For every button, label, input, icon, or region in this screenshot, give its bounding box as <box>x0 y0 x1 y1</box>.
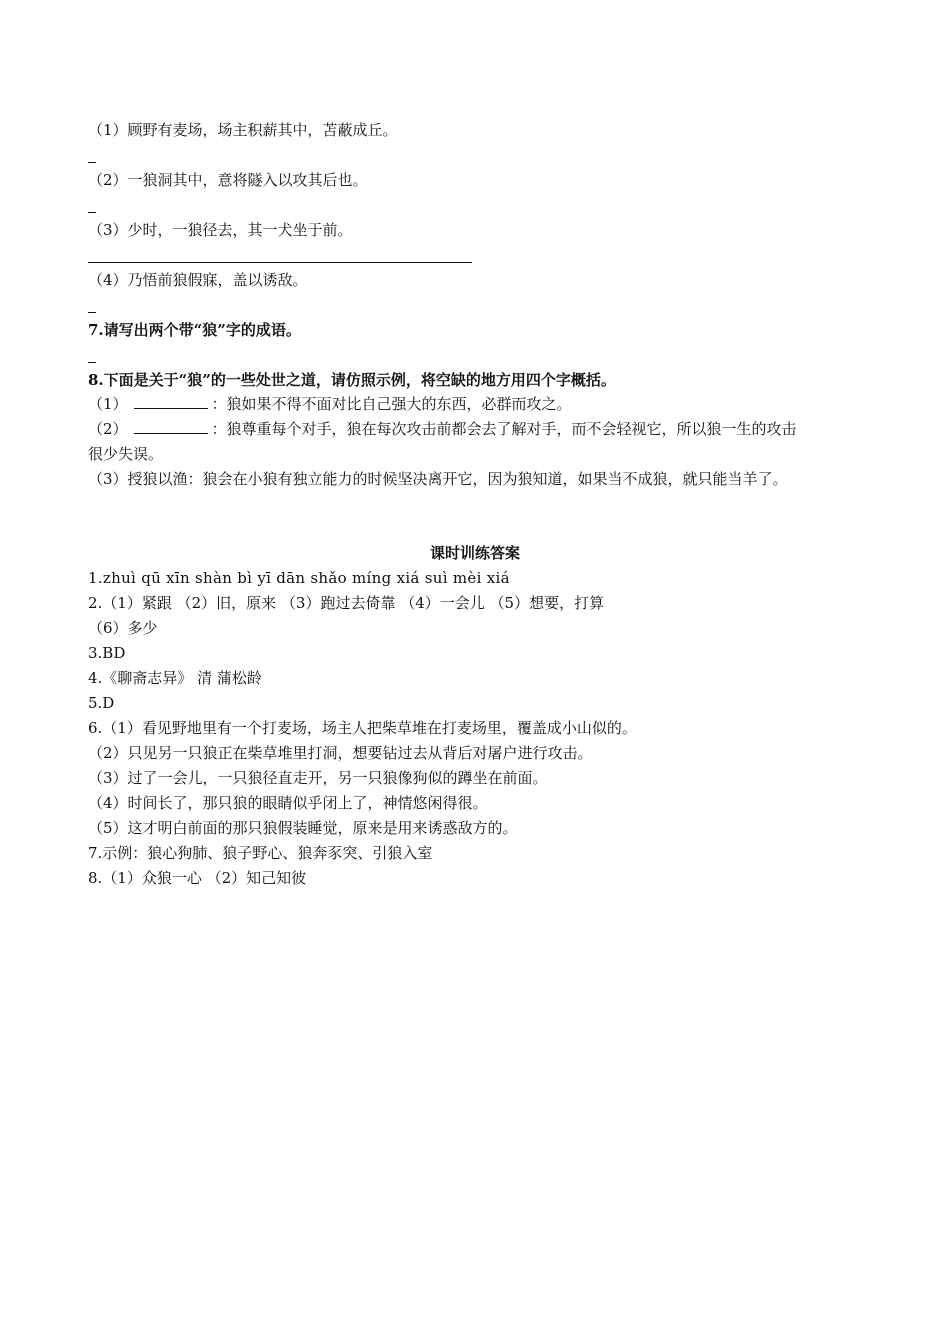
answer-line: （5）这才明白前面的那只狼假装睡觉，原来是用来诱惑敌方的。 <box>88 819 518 837</box>
answer-line: 1.zhuì qū xīn shàn bì yī dān shǎo míng xiá suì mèi xiá <box>88 569 510 587</box>
answer-line: （3）过了一会儿，一只狼径直走开，另一只狼像狗似的蹲坐在前面。 <box>88 769 548 787</box>
q8-item-2 <box>88 419 797 439</box>
answer-line: 6.（1）看见野地里有一个打麦场，场主人把柴草堆在打麦场里，覆盖成小山似的。 <box>88 719 637 737</box>
answer-line: 4.《聊斋志异》 清 蒲松龄 <box>88 669 262 687</box>
q8-item-1 <box>88 394 572 414</box>
answer-line: 2.（1）紧跟 （2）旧，原来 （3）跑过去倚靠 （4）一会儿 （5）想要，打算 <box>88 594 605 612</box>
answer-blank <box>88 162 96 163</box>
answer-line <box>88 262 472 263</box>
fill-blank <box>134 419 208 434</box>
q8-item-3: （3）授狼以渔：狼会在小狼有独立能力的时候坚决离开它，因为狼知道，如果当不成狼，就只能当羊了。 <box>88 470 788 488</box>
answer-line: 3.BD <box>88 644 126 662</box>
answer-line: （4）时间长了，那只狼的眼睛似乎闭上了，神情悠闲得很。 <box>88 794 488 812</box>
answer-blank <box>88 212 96 213</box>
answer-line: （6）多少 <box>88 619 158 637</box>
answer-line: 7.示例：狼心狗肺、狼子野心、狼奔豕突、引狼入室 <box>88 844 433 862</box>
q8-prompt: 8.下面是关于“狼”的一些处世之道，请仿照示例，将空缺的地方用四个字概括。 <box>88 371 616 389</box>
q8-item-2-continued: 很少失误。 <box>88 445 164 463</box>
q8-item-1-text: ：狼如果不得不面对比自己强大的东西，必群而攻之。 <box>211 395 572 413</box>
q8-item-2-text: ：狼尊重每个对手，狼在每次攻击前都会去了解对手，而不会轻视它，所以狼一生的攻击 <box>211 420 797 438</box>
q6-item-2: （2）一狼洞其中，意将隧入以攻其后也。 <box>88 171 368 189</box>
answer-line: （2）只见另一只狼正在柴草堆里打洞，想要钻过去从背后对屠户进行攻击。 <box>88 744 593 762</box>
q6-item-1: （1）顾野有麦场，场主积薪其中，苫蔽成丘。 <box>88 121 398 139</box>
q6-item-4: （4）乃悟前狼假寐，盖以诱敌。 <box>88 271 308 289</box>
fill-blank <box>134 394 208 409</box>
q7-prompt: 7.请写出两个带“狼”字的成语。 <box>88 321 301 339</box>
answers-title: 课时训练答案 <box>429 544 520 562</box>
answer-line: 5.D <box>88 694 115 712</box>
q8-item-2-number: （2） <box>88 420 128 438</box>
answer-blank <box>88 362 96 363</box>
answer-line: 8.（1）众狼一心 （2）知己知彼 <box>88 869 307 887</box>
answer-blank <box>88 312 96 313</box>
q8-item-1-number: （1） <box>88 395 128 413</box>
q6-item-3: （3）少时，一狼径去，其一犬坐于前。 <box>88 221 353 239</box>
